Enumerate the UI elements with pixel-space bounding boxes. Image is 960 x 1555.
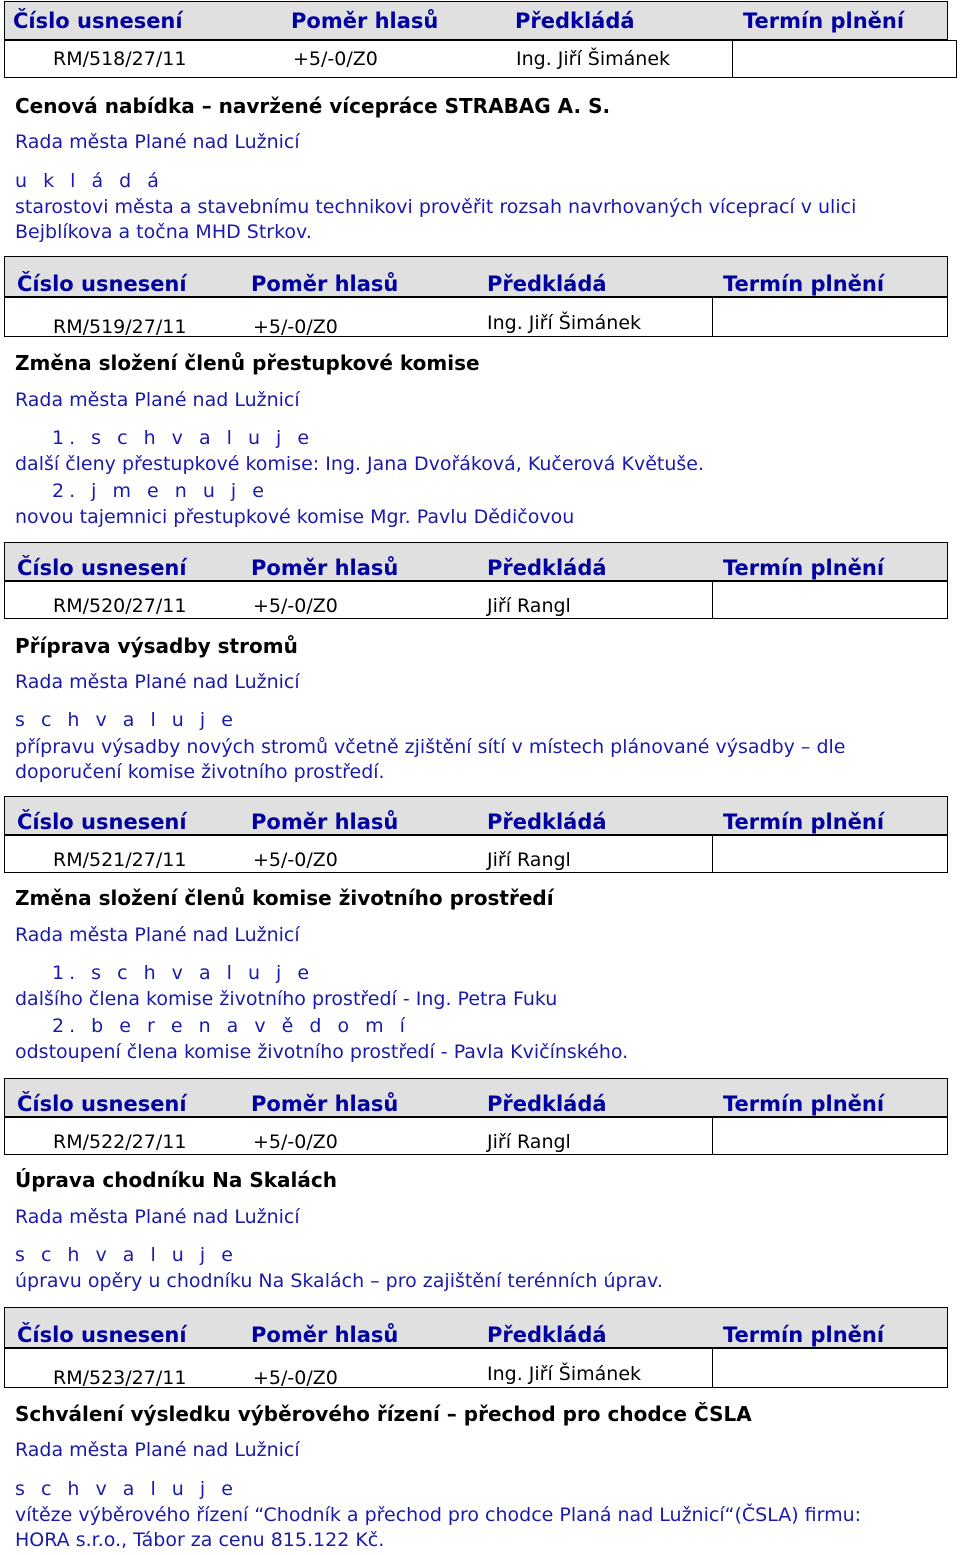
resolution-verb: 1. s c h v a l u j e	[52, 427, 315, 449]
header-number: Číslo usnesení	[17, 810, 187, 834]
resolution-votes: +5/-0/Z0	[253, 595, 338, 617]
header-deadline: Termín plnění	[723, 556, 885, 580]
resolution-title: Úprava chodníku Na Skalách	[15, 1168, 338, 1192]
resolution-body: Rada města Plané nad Lužnicí	[15, 131, 300, 153]
deadline-cell	[712, 1117, 948, 1155]
table-header	[4, 796, 948, 835]
deadline-cell	[712, 297, 948, 337]
table-header	[4, 1307, 948, 1348]
table-row	[4, 40, 733, 78]
header-number: Číslo usnesení	[17, 1323, 187, 1347]
header-deadline: Termín plnění	[723, 1323, 885, 1347]
header-number: Číslo usnesení	[17, 272, 187, 296]
header-presenter: Předkládá	[487, 810, 607, 834]
header-votes: Poměr hlasů	[251, 272, 399, 296]
resolution-title: Změna složení členů komise životního prostředí	[15, 886, 554, 910]
deadline-cell	[712, 1348, 948, 1388]
resolution-presenter: Jiří Rangl	[487, 849, 571, 871]
header-number: Číslo usnesení	[17, 556, 187, 580]
table-header	[4, 1, 948, 40]
resolution-votes: +5/-0/Z0	[293, 48, 378, 70]
resolution-text: úpravu opěry u chodníku Na Skalách – pro zajištění terénních úprav.	[15, 1270, 663, 1292]
table-row	[4, 1117, 713, 1155]
resolution-title: Cenová nabídka – navržené vícepráce STRABAG A. S.	[15, 94, 611, 118]
header-votes: Poměr hlasů	[251, 810, 399, 834]
resolution-body: Rada města Plané nad Lužnicí	[15, 1439, 300, 1461]
header-deadline: Termín plnění	[723, 1092, 885, 1116]
resolution-text: odstoupení člena komise životního prostředí - Pavla Kvičínského.	[15, 1041, 629, 1063]
resolution-presenter: Ing. Jiří Šimánek	[516, 48, 671, 70]
resolution-body: Rada města Plané nad Lužnicí	[15, 671, 300, 693]
resolution-votes: +5/-0/Z0	[253, 849, 338, 871]
resolution-verb: 2. b e r e n a v ě d o m í	[52, 1015, 410, 1037]
resolution-title: Změna složení členů přestupkové komise	[15, 351, 480, 375]
header-deadline: Termín plnění	[723, 272, 885, 296]
resolution-number: RM/521/27/11	[53, 849, 187, 871]
resolution-text: doporučení komise životního prostředí.	[15, 761, 385, 783]
resolution-votes: +5/-0/Z0	[253, 1131, 338, 1153]
resolution-number: RM/523/27/11	[53, 1367, 187, 1389]
header-number: Číslo usnesení	[13, 9, 183, 33]
header-presenter: Předkládá	[487, 556, 607, 580]
table-row	[4, 1348, 713, 1388]
table-row	[4, 581, 713, 619]
deadline-cell	[712, 581, 948, 619]
header-presenter: Předkládá	[487, 272, 607, 296]
header-votes: Poměr hlasů	[291, 9, 439, 33]
resolution-verb: s c h v a l u j e	[15, 709, 238, 731]
resolution-text: HORA s.r.o., Tábor za cenu 815.122 Kč.	[15, 1529, 385, 1551]
header-deadline: Termín plnění	[743, 9, 905, 33]
resolution-title: Příprava výsadby stromů	[15, 634, 298, 658]
resolution-text: další členy přestupkové komise: Ing. Jana Dvořáková, Kučerová Květuše.	[15, 453, 705, 475]
resolution-body: Rada města Plané nad Lužnicí	[15, 389, 300, 411]
resolution-body: Rada města Plané nad Lužnicí	[15, 1206, 300, 1228]
resolution-body: Rada města Plané nad Lužnicí	[15, 924, 300, 946]
resolution-verb: 1. s c h v a l u j e	[52, 962, 315, 984]
resolution-presenter: Jiří Rangl	[487, 595, 571, 617]
resolution-title: Schválení výsledku výběrového řízení – přechod pro chodce ČSLA	[15, 1402, 752, 1426]
deadline-cell	[712, 835, 948, 873]
deadline-cell	[732, 40, 957, 78]
resolution-text: Bejblíkova a točna MHD Strkov.	[15, 221, 312, 243]
resolution-verb: 2. j m e n u j e	[52, 480, 269, 502]
header-votes: Poměr hlasů	[251, 1323, 399, 1347]
table-header	[4, 256, 948, 297]
resolution-votes: +5/-0/Z0	[253, 316, 338, 338]
table-row	[4, 297, 713, 337]
resolution-text: novou tajemnici přestupkové komise Mgr. Pavlu Dědičovou	[15, 506, 575, 528]
resolution-text: dalšího člena komise životního prostředí - Ing. Petra Fuku	[15, 988, 558, 1010]
resolution-number: RM/522/27/11	[53, 1131, 187, 1153]
header-votes: Poměr hlasů	[251, 1092, 399, 1116]
table-header	[4, 542, 948, 581]
header-deadline: Termín plnění	[723, 810, 885, 834]
resolution-presenter: Ing. Jiří Šimánek	[487, 312, 642, 334]
table-header	[4, 1078, 948, 1117]
resolution-verb: u k l á d á	[15, 170, 164, 192]
resolution-text: přípravu výsadby nových stromů včetně zjištění sítí v místech plánované výsadby – dle	[15, 736, 846, 758]
resolution-number: RM/520/27/11	[53, 595, 187, 617]
resolution-number: RM/519/27/11	[53, 316, 187, 338]
header-presenter: Předkládá	[487, 1323, 607, 1347]
resolution-presenter: Jiří Rangl	[487, 1131, 571, 1153]
resolution-verb: s c h v a l u j e	[15, 1244, 238, 1266]
header-presenter: Předkládá	[487, 1092, 607, 1116]
resolution-presenter: Ing. Jiří Šimánek	[487, 1363, 642, 1385]
resolution-votes: +5/-0/Z0	[253, 1367, 338, 1389]
resolution-text: vítěze výběrového řízení “Chodník a přechod pro chodce Planá nad Lužnicí“(ČSLA) firmu:	[15, 1504, 862, 1526]
header-number: Číslo usnesení	[17, 1092, 187, 1116]
resolution-number: RM/518/27/11	[53, 48, 187, 70]
table-row	[4, 835, 713, 873]
resolution-text: starostovi města a stavebnímu technikovi prověřit rozsah navrhovaných víceprací v ulici	[15, 196, 857, 218]
resolution-verb: s c h v a l u j e	[15, 1478, 238, 1500]
header-presenter: Předkládá	[515, 9, 635, 33]
header-votes: Poměr hlasů	[251, 556, 399, 580]
